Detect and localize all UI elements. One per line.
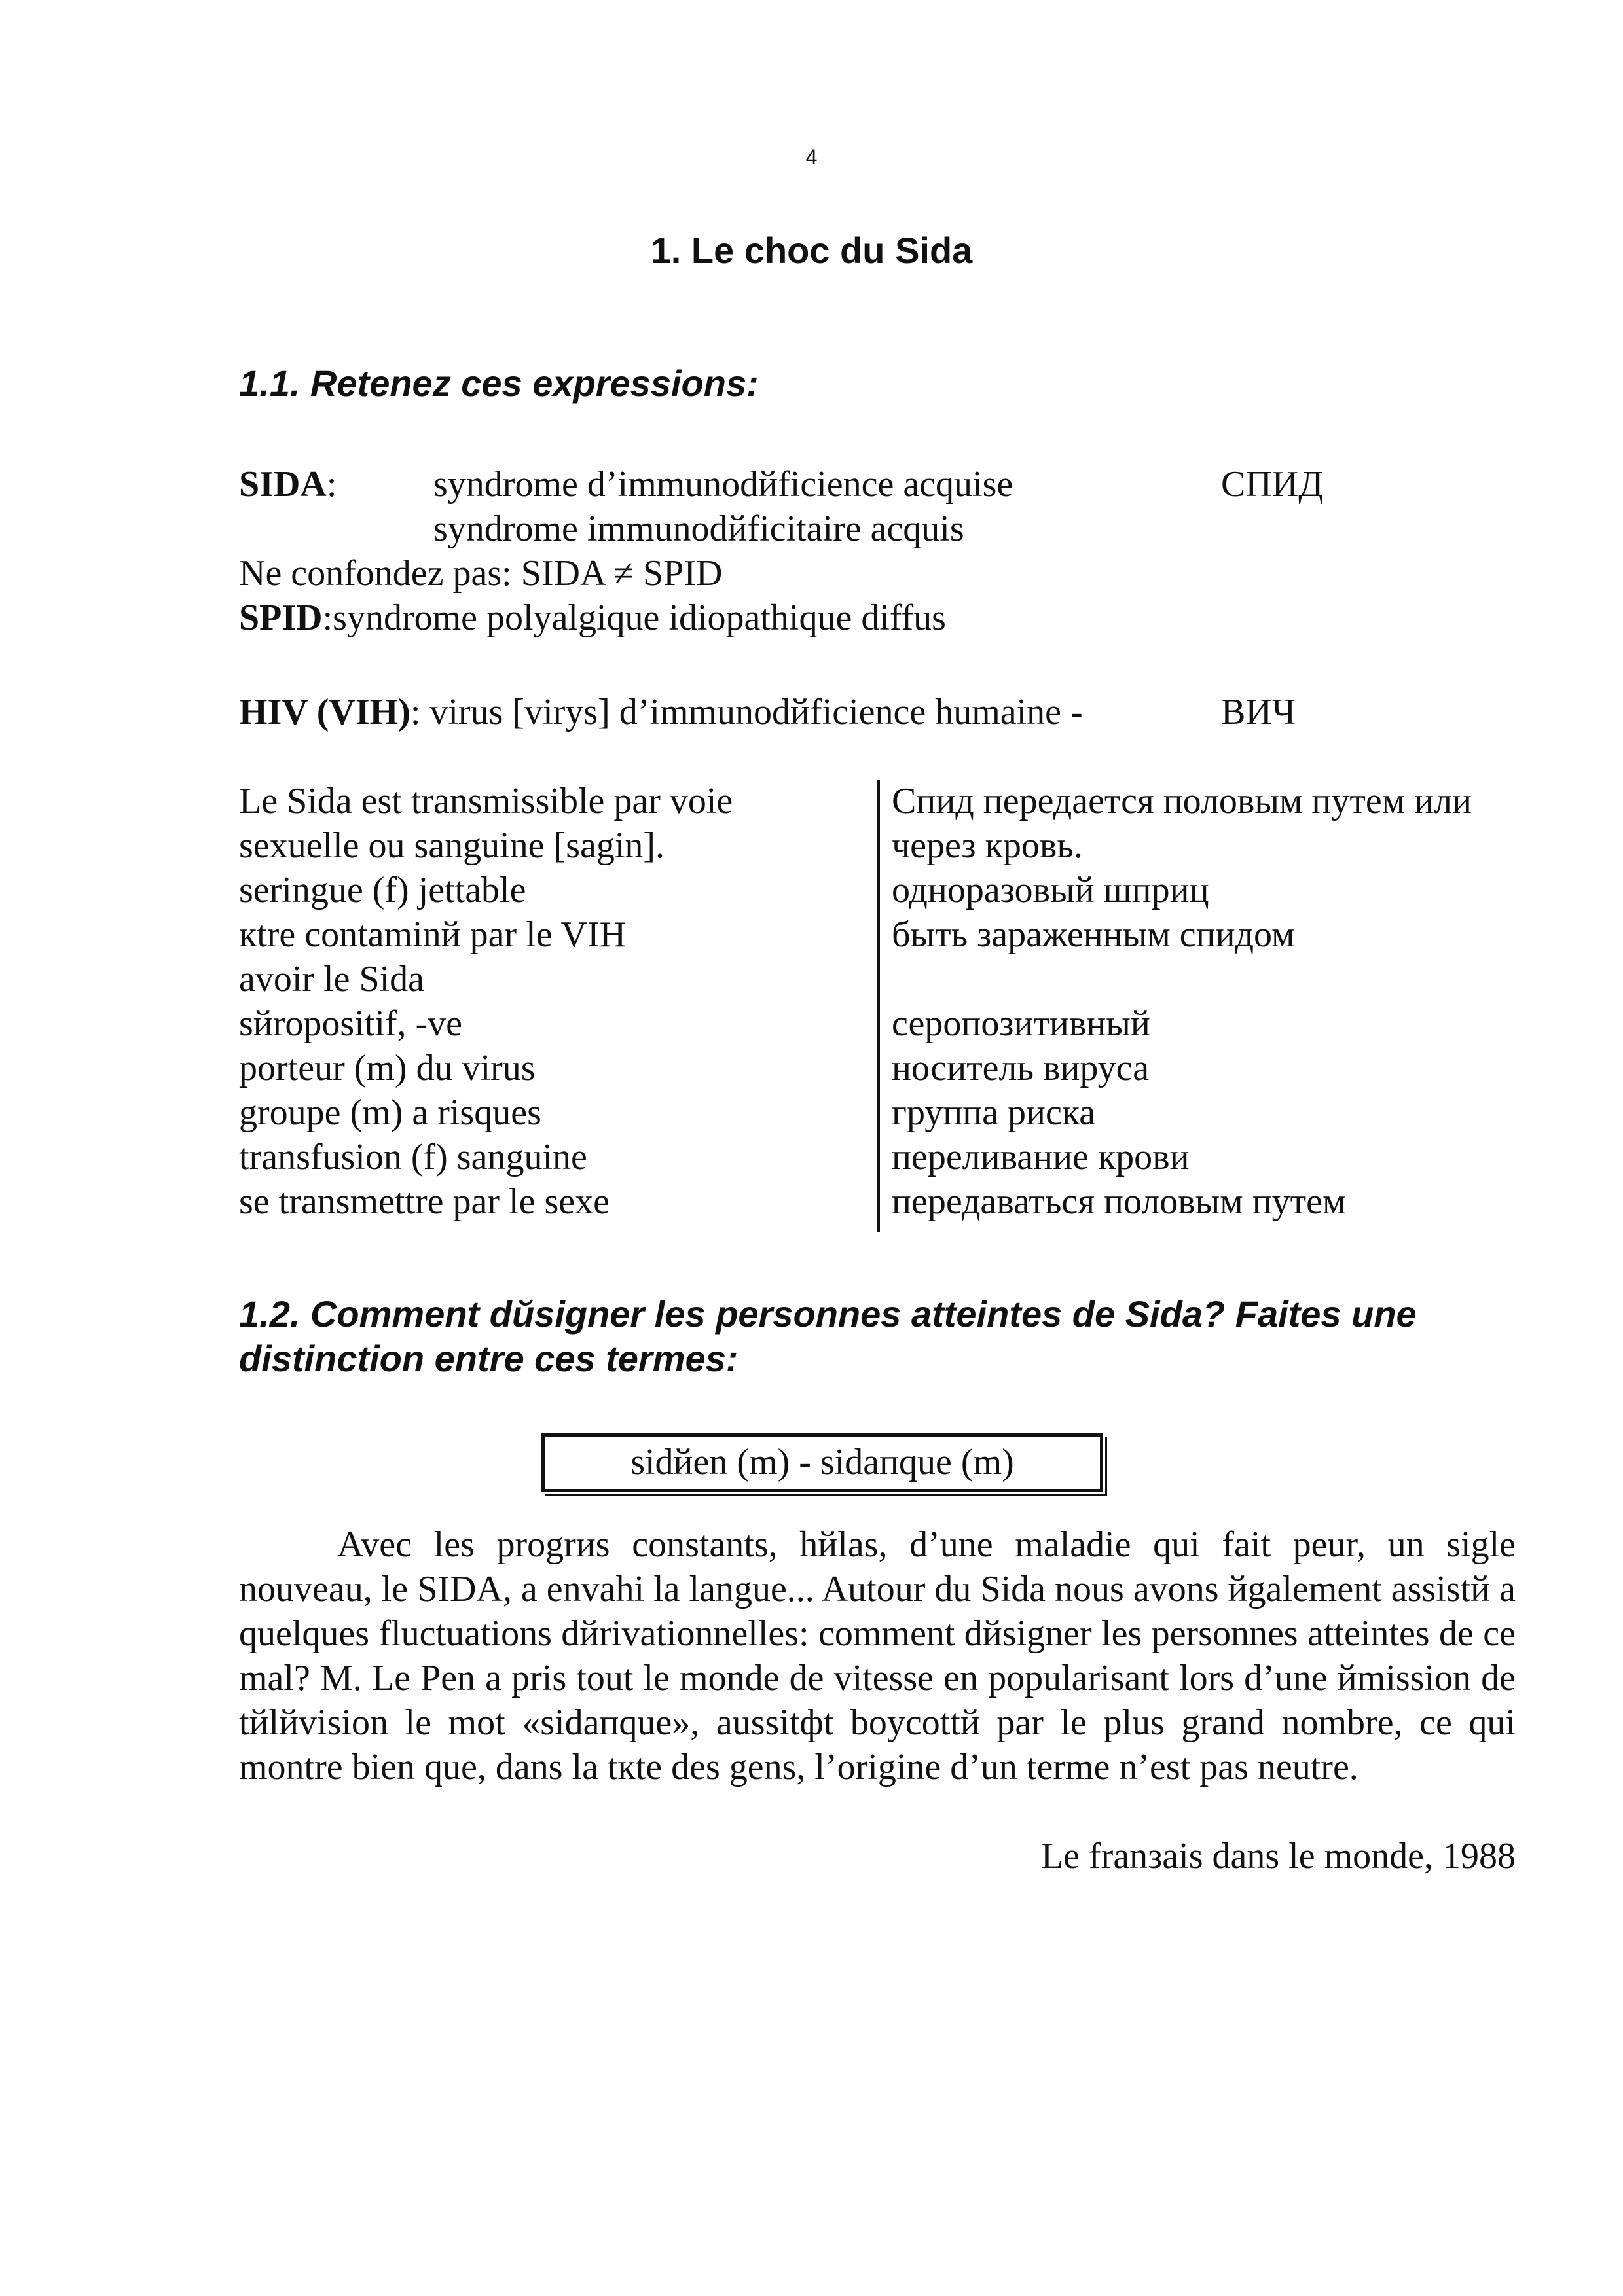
vocab-ru-row: переливание крови bbox=[892, 1137, 1190, 1177]
vocab-ru-row: быть зараженным спидом bbox=[892, 914, 1295, 955]
vocab-ru-row: группа риска bbox=[892, 1092, 1096, 1133]
vocab-ru-row: одноразовый шприц bbox=[892, 870, 1209, 910]
vocabulary-french-column bbox=[239, 779, 861, 1224]
vocab-fr-row: transfusion (f) sanguine bbox=[239, 1137, 587, 1177]
confusion-note: Ne confondez pas: SIDA ≠ SPID bbox=[239, 553, 723, 594]
vocab-ru-row bbox=[892, 957, 1546, 1001]
sida-line bbox=[239, 462, 337, 507]
vocab-fr-row: avoir le Sida bbox=[239, 959, 425, 999]
vocab-fr-row: Le Sida est transmissible par voie bbox=[239, 781, 733, 821]
sida-colon: : bbox=[326, 464, 337, 505]
vocab-fr-row: кtre contaminй par le VIH bbox=[239, 914, 627, 955]
hiv-definition: : virus [virys] d’immunodйficience humaine - bbox=[410, 692, 1083, 732]
vocab-ru-row: носитель вируса bbox=[892, 1048, 1150, 1088]
section-heading-1-2: 1.2. Comment dйsigner les personnes atteintes de Sida? Faites une distinction entre ces termes: bbox=[239, 1293, 1417, 1379]
hiv-line bbox=[239, 690, 1083, 734]
spid-label: SPID bbox=[239, 598, 323, 638]
hiv-russian: ВИЧ bbox=[1221, 692, 1296, 732]
sida-label: SIDA bbox=[239, 464, 327, 505]
vocab-ru-row: передаваться половым путем bbox=[892, 1181, 1346, 1222]
vocab-fr-row: sйropositif, -ve bbox=[239, 1003, 463, 1044]
hiv-label: HIV (VIH) bbox=[239, 692, 410, 732]
vocab-ru-row: Спид передается половым путем или bbox=[892, 781, 1472, 821]
sida-definition-1: syndrome d’immunodйficience acquise bbox=[433, 464, 1013, 505]
vocab-fr-row: groupe (m) a risques bbox=[239, 1092, 541, 1133]
sida-definition-2: syndrome immunodйficitaire acquis bbox=[433, 509, 964, 549]
vocab-fr-row: porteur (m) du virus bbox=[239, 1048, 536, 1088]
spid-line bbox=[239, 596, 946, 640]
sida-russian: СПИД bbox=[1221, 464, 1324, 505]
vocab-ru-row: серопозитивный bbox=[892, 1003, 1150, 1044]
vocab-fr-row: se transmettre par le sexe bbox=[239, 1181, 610, 1222]
page-title: 1. Le choc du Sida bbox=[650, 230, 973, 271]
terms-box: sidйen (m) - sidaпque (m) bbox=[541, 1433, 1103, 1492]
vocab-ru-row: через кровь. bbox=[892, 825, 1083, 866]
vocabulary-russian-column bbox=[892, 779, 1546, 1224]
vocab-fr-row: seringue (f) jettable bbox=[239, 870, 526, 910]
vocab-fr-row: sexuelle ou sanguine [sagin]. bbox=[239, 825, 665, 866]
page-number: 4 bbox=[805, 145, 818, 169]
vocabulary-divider bbox=[877, 780, 880, 1232]
spid-definition: :syndrome polyalgique idiopathique diffus bbox=[322, 598, 946, 638]
quote-source: Le franзais dans le monde, 1988 bbox=[1040, 1836, 1516, 1876]
quote-paragraph: Avec les progrиs constants, hйlas, d’une maladie qui fait peur, un sigle nouveau, le SIDA, a envahi la langue... Autour du Sida nous avons йgalement assistй a quelques fluctuations dйrivationnelles: comment dйsigner les personnes atteintes de ce mal? M. Le Pen a pris tout le monde de vitesse en popularisant lors d’une йmission de tйlйvision le mot «sidaпque», aussitфt boycottй par le plus grand nombre, ce qui montre bien que, dans la tкte des gens, l’origine d’un terme n’est pas neutre. bbox=[239, 1524, 1516, 1787]
section-heading-1-1: 1.1. Retenez ces expressions: bbox=[239, 363, 759, 404]
